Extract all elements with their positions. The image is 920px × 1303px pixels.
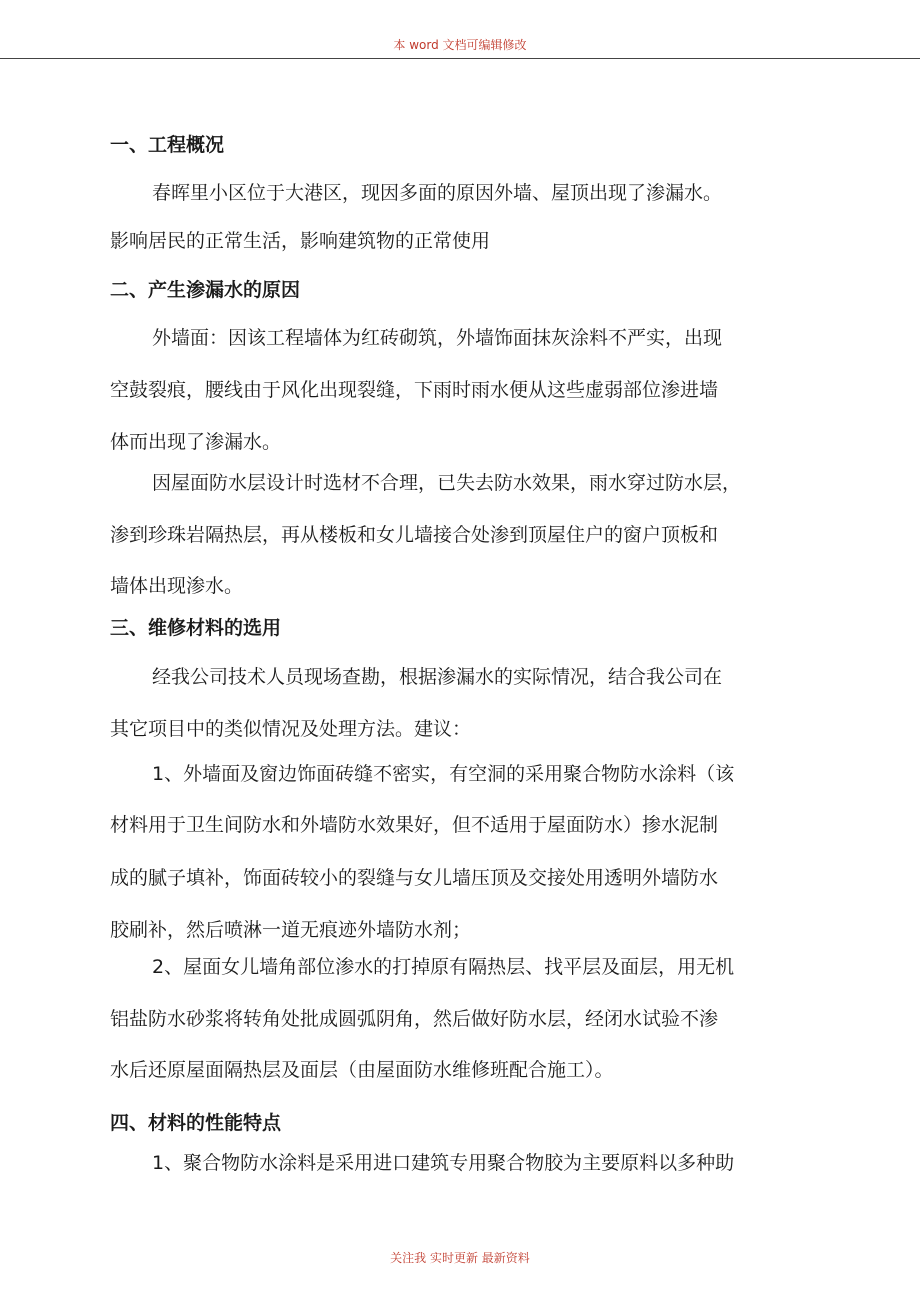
paragraph-line: 胶刷补，然后喷淋一道无痕迹外墙防水剂； bbox=[110, 919, 472, 941]
header-text: 本 word 文档可编辑修改 bbox=[393, 38, 527, 52]
footer-text: 关注我 实时更新 最新资料 bbox=[390, 1251, 530, 1265]
paragraph-line: 经我公司技术人员现场查勘，根据渗漏水的实际情况，结合我公司在 bbox=[152, 666, 723, 688]
paragraph-line: 水后还原屋面隔热层及面层（由屋面防水维修班配合施工）。 bbox=[110, 1059, 614, 1081]
paragraph-line: 影响居民的正常生活，影响建筑物的正常使用 bbox=[110, 230, 491, 252]
paragraph-line: 因屋面防水层设计时选材不合理，已失去防水效果，雨水穿过防水层， bbox=[152, 472, 742, 494]
header-divider bbox=[0, 58, 920, 59]
list-item-line: 1、聚合物防水涂料是采用进口建筑专用聚合物胶为主要原料以多种助 bbox=[152, 1152, 735, 1174]
paragraph-line: 铝盐防水砂浆将转角处批成圆弧阴角，然后做好防水层，经闭水试验不渗 bbox=[110, 1008, 719, 1030]
section-heading-overview: 一、工程概况 bbox=[110, 134, 225, 156]
paragraph-line: 渗到珍珠岩隔热层，再从楼板和女儿墙接合处渗到顶屋住户的窗户顶板和 bbox=[110, 524, 719, 546]
paragraph-line: 墙体出现渗水。 bbox=[110, 575, 244, 597]
section-heading-causes: 二、产生渗漏水的原因 bbox=[110, 279, 301, 301]
paragraph-line: 体而出现了渗漏水。 bbox=[110, 431, 282, 453]
paragraph-line: 空鼓裂痕，腰线由于风化出现裂缝，下雨时雨水便从这些虚弱部位渗进墙 bbox=[110, 379, 719, 401]
section-heading-properties: 四、材料的性能特点 bbox=[110, 1112, 282, 1134]
section-heading-materials: 三、维修材料的选用 bbox=[110, 617, 282, 639]
paragraph-line: 成的腻子填补，饰面砖较小的裂缝与女儿墙压顶及交接处用透明外墙防水 bbox=[110, 867, 719, 889]
paragraph-line: 材料用于卫生间防水和外墙防水效果好，但不适用于屋面防水）掺水泥制 bbox=[110, 814, 719, 836]
paragraph-line: 春晖里小区位于大港区，现因多面的原因外墙、屋顶出现了渗漏水。 bbox=[152, 182, 723, 204]
list-item-line: 1、外墙面及窗边饰面砖缝不密实，有空洞的采用聚合物防水涂料（该 bbox=[152, 763, 735, 785]
paragraph-line: 外墙面：因该工程墙体为红砖砌筑，外墙饰面抹灰涂料不严实，出现 bbox=[152, 327, 723, 349]
paragraph-line: 其它项目中的类似情况及处理方法。建议： bbox=[110, 718, 472, 740]
list-item-line: 2、屋面女儿墙角部位渗水的打掉原有隔热层、找平层及面层，用无机 bbox=[152, 956, 735, 978]
